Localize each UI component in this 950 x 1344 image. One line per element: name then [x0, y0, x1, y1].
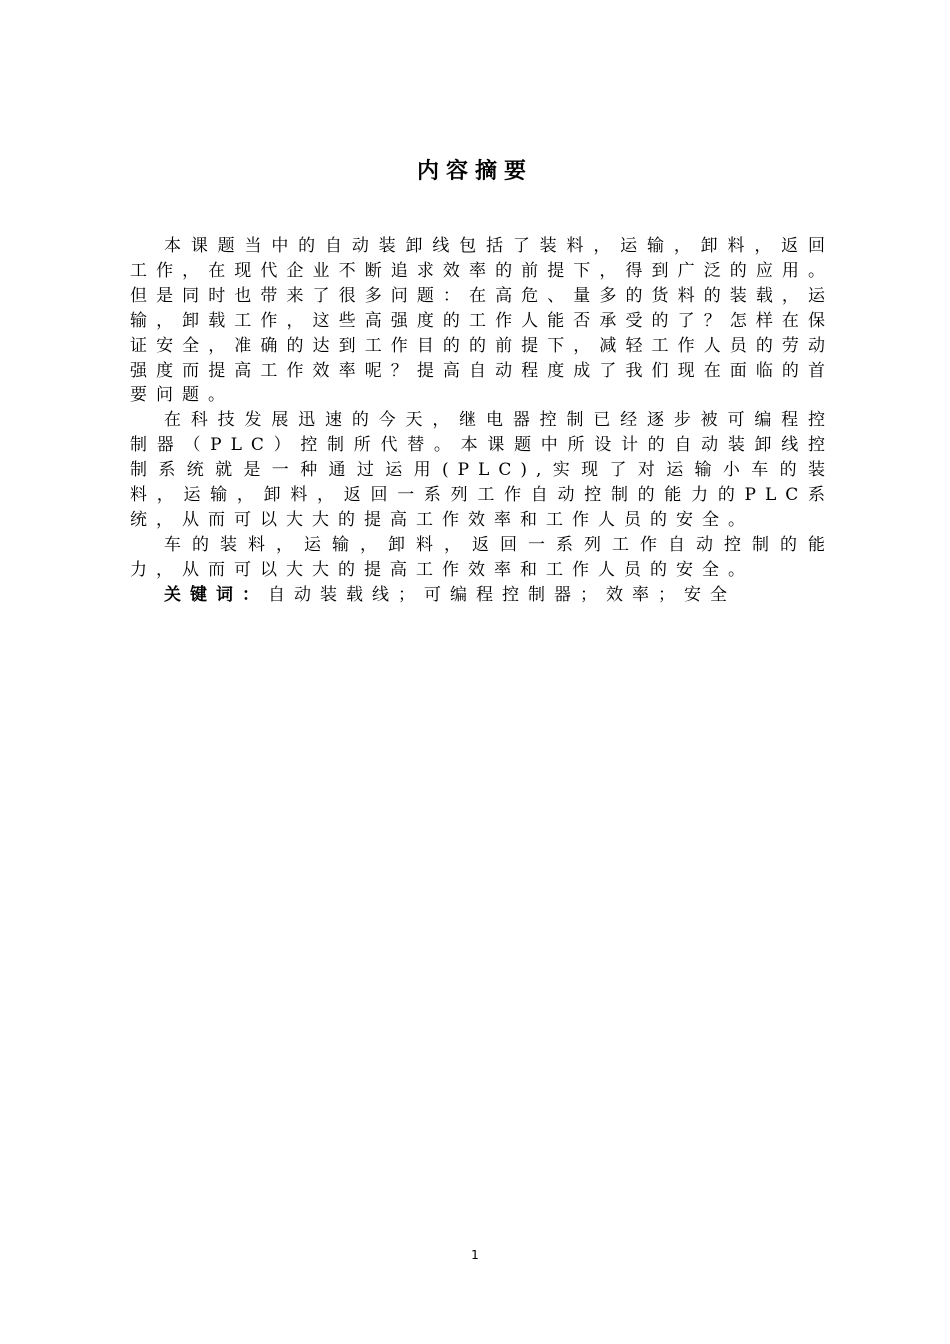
keywords-line — [130, 583, 834, 608]
page-number: 1 — [471, 1248, 479, 1262]
abstract-paragraph-3: 车的装料，运输，卸料，返回一系列工作自动控制的能力，从而可以大大的提高工作效率和工作人员的安全。 — [130, 534, 834, 580]
keywords-label: 关键词： — [164, 584, 268, 605]
abstract-body — [130, 234, 834, 608]
abstract-paragraph-2: 在科技发展迅速的今天，继电器控制已经逐步被可编程控制器（PLC）控制所代替。本课题中所设计的自动装卸线控制系统就是一种通过运用(PLC),实现了对运输小车的装料，运输，卸料，返回一系列工作自动控制的能力的PLC系统，从而可以大大的提高工作效率和工作人员的安全。 — [130, 410, 834, 530]
page-title: 内容摘要 — [416, 159, 533, 184]
abstract-paragraph-1: 本课题当中的自动装卸线包括了装料，运输，卸料，返回工作，在现代企业不断追求效率的前提下，得到广泛的应用。但是同时也带来了很多问题：在高危、量多的货料的装载，运输，卸载工作，这些高强度的工作人能否承受的了？怎样在保证安全，准确的达到工作目的的前提下，减轻工作人员的劳动强度而提高工作效率呢？提高自动程度成了我们现在面临的首要问题。 — [130, 236, 834, 406]
keywords-text: 自动装载线；可编程控制器；效率；安全 — [268, 584, 736, 605]
